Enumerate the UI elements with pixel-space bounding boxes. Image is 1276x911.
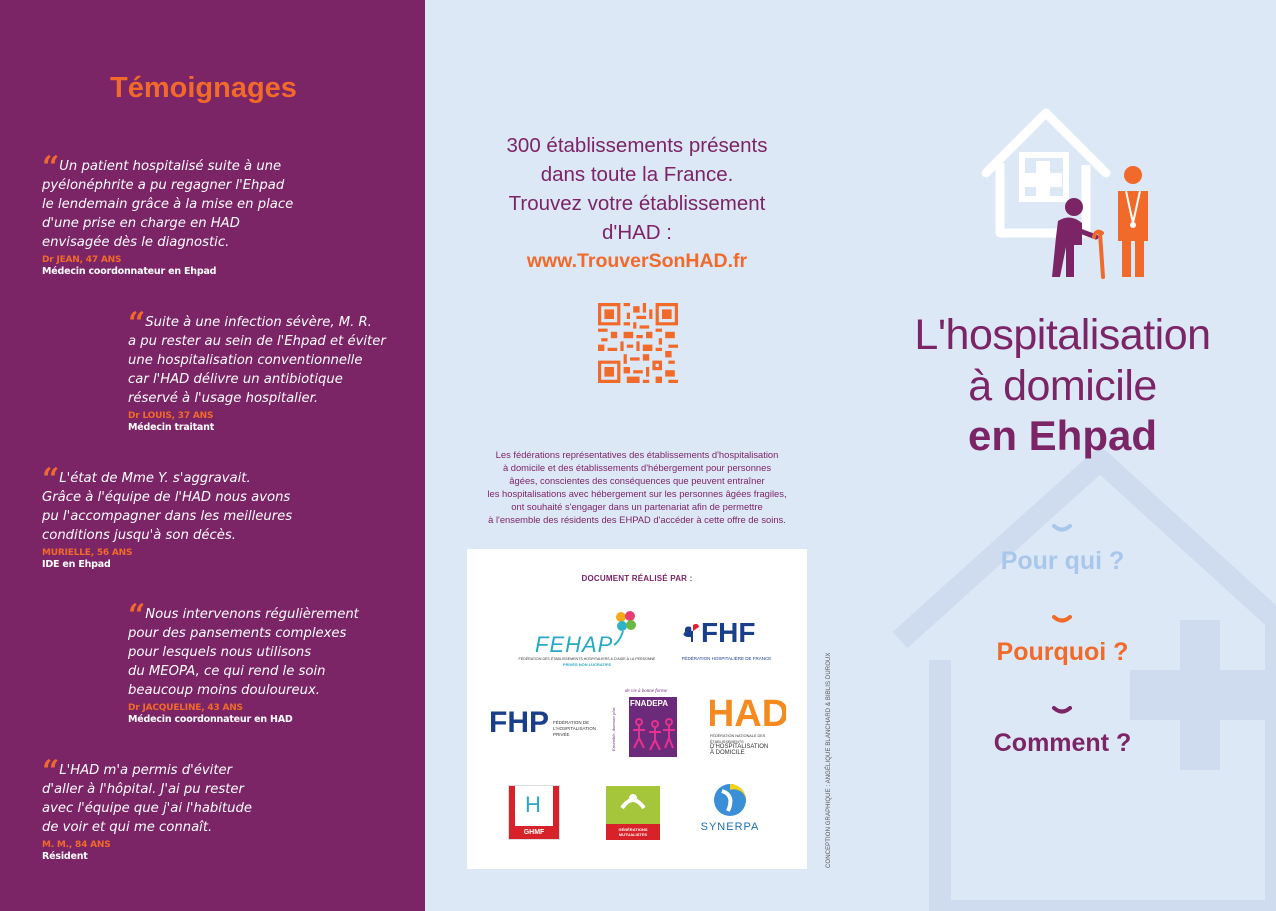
testimonial-role: Médecin traitant xyxy=(128,422,215,433)
fhp-sub-line: FÉDÉRATION DE xyxy=(553,720,590,725)
house-doctor-illustration-icon xyxy=(978,105,1163,280)
paragraph-line: les hospitalisations avec hébergement sur les personnes âgées fragiles, xyxy=(487,488,787,499)
generations-mutualistes-logo[interactable] xyxy=(606,786,660,840)
fhp-sub-line: PRIVÉE xyxy=(553,732,570,737)
intro-line: dans toute la France. xyxy=(540,163,734,186)
quote-line: conditions jusqu'à son décès. xyxy=(42,528,236,543)
testimonial-quote xyxy=(128,598,418,700)
quote-line: pu l'accompagner dans les meilleures xyxy=(42,509,293,524)
partner-logos-box xyxy=(467,549,807,869)
chevron-down-icon xyxy=(1052,615,1072,625)
quote-mark-icon: “ xyxy=(128,306,143,341)
fehap-logo-subtitle: FÉDÉRATION DES ÉTABLISSEMENTS HOSPITALIERS & D'AIDE À LA PERSONNE xyxy=(518,657,656,661)
had-letters-icon xyxy=(710,692,786,732)
fnadepa-logo[interactable] xyxy=(611,689,687,759)
quote-mark-icon: “ xyxy=(42,754,57,789)
fhp-logo-name: FHP xyxy=(489,706,549,739)
quote-line: car l'HAD délivre un antibiotique xyxy=(128,372,343,387)
had-sub-line: D'HOSPITALISATION xyxy=(710,744,769,750)
quote-line: a pu rester au sein de l'Ehpad et éviter xyxy=(128,334,386,349)
ghmf-logo-name: GHMF xyxy=(509,826,559,839)
fhp-logo[interactable] xyxy=(489,706,609,746)
quote-line: pour des pansements complexes xyxy=(128,626,347,641)
fehap-logo[interactable] xyxy=(502,607,672,667)
quote-line: Un patient hospitalisé suite à une xyxy=(59,159,282,174)
paragraph-line: à l'ensemble des résidents des EHPAD d'accéder à cette offre de soins. xyxy=(488,514,786,525)
intro-line: 300 établissements présents xyxy=(506,134,768,157)
establishments-intro xyxy=(467,131,807,247)
quote-line: Suite à une infection sévère, M. R. xyxy=(145,315,372,330)
quote-line: pyélonéphrite a pu regagner l'Ehpad xyxy=(42,178,285,193)
fehap-logo-subtitle-2: PRIVÉS NON LUCRATIFS xyxy=(562,662,612,667)
quote-line: pour lesquels nous utilisons xyxy=(128,645,312,660)
testimonial-quote xyxy=(42,150,332,252)
testimonial-role: Résident xyxy=(42,851,88,862)
fnehad-logo-subtitle xyxy=(710,734,790,756)
qr-code-icon[interactable] xyxy=(598,303,678,383)
paragraph-line: âgées, conscientes des conséquences que peuvent entraîner xyxy=(509,475,765,486)
fhf-logo-name: FHF xyxy=(701,617,756,648)
quote-line: L'état de Mme Y. s'aggravait. xyxy=(59,471,251,486)
fhp-logo-subtitle xyxy=(553,720,596,738)
cover-title-bold: en Ehpad xyxy=(967,412,1158,459)
gm-symbol-icon xyxy=(606,786,660,822)
website-link[interactable]: www.TrouverSonHAD.fr xyxy=(526,250,748,272)
design-credit: CONCEPTION GRAPHIQUE : ANGÉLIQUE BLANCHARD & BIBLIS DUROUX xyxy=(826,652,832,868)
fnadepa-tagline: de vie à bonne forme xyxy=(625,689,667,694)
had-sub-line: FÉDÉRATION NATIONALE DES ÉTABLISSEMENTS xyxy=(710,734,766,744)
testimonials-heading: Témoignages xyxy=(110,72,297,104)
testimonial-role: Médecin coordonnateur en Ehpad xyxy=(42,266,217,277)
paragraph-line: ont souhaité s'engager dans un partenariat afin de permettre xyxy=(511,501,763,512)
quote-line: Nous intervenons régulièrement xyxy=(145,607,359,622)
fhp-sub-line: L'HOSPITALISATION xyxy=(553,726,596,731)
cover-title xyxy=(880,310,1245,412)
intro-line: d'HAD : xyxy=(602,221,672,244)
paragraph-line: à domicile et des établissements d'hébergement pour personnes xyxy=(502,462,772,473)
question-pour-qui: Pour qui ? xyxy=(1000,547,1125,575)
logos-heading: DOCUMENT RÉALISÉ PAR : xyxy=(581,574,693,583)
partnership-paragraph xyxy=(463,448,811,526)
people-icon xyxy=(629,714,677,754)
testimonial-author: Dr JEAN, 47 ANS xyxy=(42,255,122,265)
question-comment: Comment ? xyxy=(993,729,1132,757)
synerpa-logo-name: SYNERPA xyxy=(700,821,760,833)
fnadepa-side-text: Ensemble, donnons plus xyxy=(611,707,616,751)
testimonial-quote xyxy=(42,754,332,837)
chevron-down-icon xyxy=(1052,524,1072,534)
fehap-logo-name: FEHAP xyxy=(535,632,614,657)
quote-mark-icon: “ xyxy=(42,150,57,185)
quote-mark-icon: “ xyxy=(128,598,143,633)
quote-line: envisagée dès le diagnostic. xyxy=(42,235,230,250)
had-sub-line: À DOMICILE xyxy=(710,749,745,756)
testimonials-panel xyxy=(0,0,425,911)
testimonial-4 xyxy=(128,598,418,725)
cover-title-line: L'hospitalisation xyxy=(914,311,1211,359)
quote-line: de voir et qui me connaît. xyxy=(42,820,213,835)
fnadepa-logo-name: FNADEPA xyxy=(630,699,669,708)
quote-line: d'une prise en charge en HAD xyxy=(42,216,240,231)
had-letters-text: HAD xyxy=(710,693,786,732)
quote-line: Grâce à l'équipe de l'HAD nous avons xyxy=(42,490,291,505)
testimonial-3 xyxy=(42,462,332,570)
quote-line: d'aller à l'hôpital. J'ai pu rester xyxy=(42,782,244,797)
quote-line: beaucoup moins douloureux. xyxy=(128,683,320,698)
fhf-logo[interactable] xyxy=(679,619,774,667)
testimonial-role: IDE en Ehpad xyxy=(42,559,111,570)
fhf-logo-subtitle: FÉDÉRATION HOSPITALIÈRE DE FRANCE xyxy=(681,656,772,661)
testimonial-1 xyxy=(42,150,332,277)
testimonial-author: Dr JACQUELINE, 43 ANS xyxy=(128,703,243,713)
h-icon: H xyxy=(525,792,541,817)
testimonial-role: Médecin coordonnateur en HAD xyxy=(128,714,293,725)
gm-logo-name: GÉNÉRATIONS MUTUALISTES xyxy=(606,824,660,840)
testimonial-author: Dr LOUIS, 37 ANS xyxy=(128,411,214,421)
paragraph-line: Les fédérations représentatives des établissements d'hospitalisation xyxy=(495,449,779,460)
chevron-down-icon xyxy=(1052,706,1072,716)
ghmf-logo[interactable] xyxy=(508,785,560,840)
fnehad-logo[interactable] xyxy=(710,692,790,754)
quote-line: du MEOPA, ce qui rend le soin xyxy=(128,664,326,679)
testimonial-2 xyxy=(128,306,418,433)
synerpa-logo[interactable] xyxy=(695,781,765,843)
synerpa-symbol-icon xyxy=(695,781,765,821)
quote-line: L'HAD m'a permis d'éviter xyxy=(59,763,233,778)
testimonial-author: M. M., 84 ANS xyxy=(42,840,111,850)
testimonial-quote xyxy=(128,306,418,408)
testimonial-5 xyxy=(42,754,332,862)
testimonial-quote xyxy=(42,462,332,545)
quote-line: avec l'équipe que j'ai l'habitude xyxy=(42,801,252,816)
quote-line: réservé à l'usage hospitalier. xyxy=(128,391,319,406)
testimonial-author: MURIELLE, 56 ANS xyxy=(42,548,133,558)
quote-line: le lendemain grâce à la mise en place xyxy=(42,197,294,212)
intro-line: Trouvez votre établissement xyxy=(508,192,766,215)
cover-title-line: à domicile xyxy=(968,362,1157,410)
quote-line: une hospitalisation conventionnelle xyxy=(128,353,363,368)
question-pourquoi: Pourquoi ? xyxy=(996,638,1129,666)
quote-mark-icon: “ xyxy=(42,462,57,497)
